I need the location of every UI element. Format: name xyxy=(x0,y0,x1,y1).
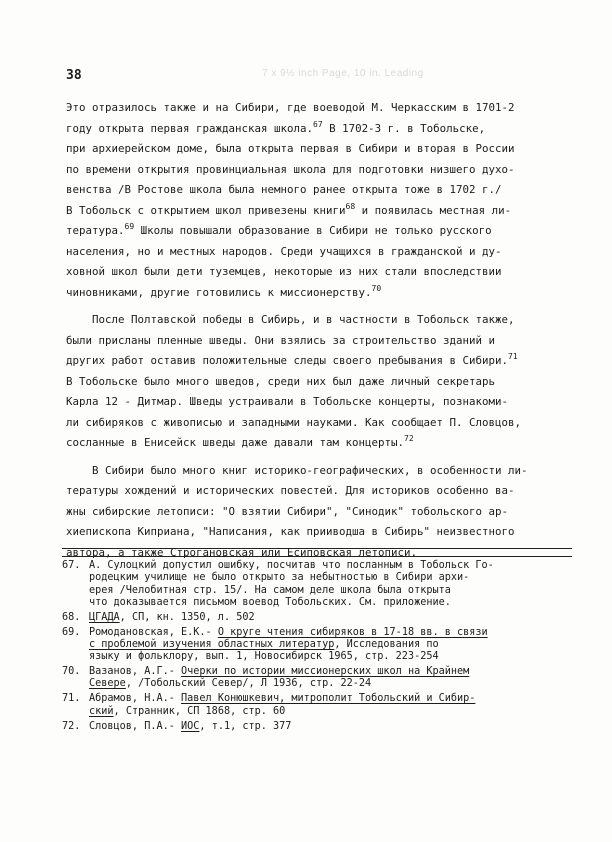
text-line xyxy=(66,139,546,160)
text-segment: В Тобольск с открытием школ привезены книги xyxy=(66,203,346,217)
text-segment: ли сибиряков с живописью и западными науками. Как сообщает П. Словцов, xyxy=(66,415,522,429)
footnote xyxy=(62,560,582,609)
text-segment: В Тобольске было много шведов, среди них был даже личный секретарь xyxy=(66,374,496,388)
footnote xyxy=(62,612,582,624)
footnote-line xyxy=(89,560,582,572)
footnote-text xyxy=(89,721,582,733)
text-line xyxy=(66,310,546,331)
underlined-title: ИОС xyxy=(181,720,200,732)
text-line xyxy=(66,221,546,242)
footnote-line xyxy=(89,706,582,718)
footnote-line xyxy=(89,693,582,705)
footnote-marker: 69 xyxy=(124,222,135,231)
footnote xyxy=(62,721,582,733)
text-segment: автора, а также Строгановская или Есиповская летописи. xyxy=(66,545,418,559)
text-line xyxy=(66,433,546,454)
footnote-segment: , /Тобольский Север/, Л 1936, стр. 22-24 xyxy=(125,678,372,690)
text-line xyxy=(66,481,546,502)
text-line xyxy=(66,283,546,304)
text-line xyxy=(66,180,546,201)
footnote-segment: , Исследования по xyxy=(334,638,439,650)
footnote-text xyxy=(89,612,582,624)
text-segment: тературы хождений и исторических повестей. Для историков особенно ва- xyxy=(66,484,515,497)
footnote-line xyxy=(89,597,582,609)
text-line xyxy=(66,98,546,119)
text-line xyxy=(66,522,546,543)
text-line xyxy=(66,413,546,434)
page-number: 38 xyxy=(66,68,82,83)
page-watermark: 7 x 9½ inch Page, 10 in. Leading xyxy=(262,68,424,79)
footnote-divider-top xyxy=(62,548,572,549)
footnote-line xyxy=(89,678,582,690)
main-text xyxy=(66,98,546,563)
footnote-line xyxy=(89,572,582,584)
footnote-number: 70. xyxy=(62,666,81,678)
footnote-text xyxy=(89,666,582,691)
underlined-title: Павел Конюшкевич, митрополит Тобольский и Сибир- xyxy=(181,693,476,705)
footnote-divider-bottom xyxy=(62,556,572,557)
underlined-title: ский xyxy=(89,705,114,717)
text-segment: жны сибирские летописи: "О взятии Сибири", "Синодик" тобольского ар- xyxy=(66,504,509,518)
text-segment: В 1702-3 г. в Тобольске, xyxy=(322,121,486,135)
text-line xyxy=(66,331,546,352)
footnote-number: 67. xyxy=(62,560,81,571)
text-segment: После Полтавской победы в Сибирь, и в частности в Тобольск также, xyxy=(66,313,515,326)
text-line xyxy=(66,201,546,222)
footnote-line xyxy=(89,627,582,639)
footnote-segment: родецким училище не было открыто за небытностью в Сибири архи- xyxy=(89,572,470,584)
footnote-segment: языку и фольклору, вып. 1, Новосибирск 1965, стр. 223-254 xyxy=(89,651,439,663)
text-segment: чиновниками, другие готовились к миссионерству. xyxy=(66,285,372,299)
footnote-number: 71. xyxy=(62,693,81,705)
underlined-title: с проблемой изучения областных литератур xyxy=(89,638,335,650)
text-line xyxy=(66,262,546,283)
text-segment: при архиерейском доме, была открыта первая в Сибири и вторая в России xyxy=(66,142,515,155)
footnote-segment: , Странник, СП 1868, стр. 60 xyxy=(113,705,286,717)
text-segment: ховной школ были дети туземцев, некоторые из них стали впоследствии xyxy=(66,265,502,278)
underlined-title: Очерки по истории миссионерских школ на Крайнем xyxy=(181,666,470,678)
footnote-segment: что доказывается письмом воевод Тобольских. См. приложение. xyxy=(89,596,451,608)
footnote-segment: , СП, кн. 1350, л. 502 xyxy=(119,611,255,623)
footnote-number: 68. xyxy=(62,611,81,623)
footnote-segment: А. Сулоцкий допустил ошибку, посчитав что посланным в Тобольск Го- xyxy=(89,560,494,571)
text-line xyxy=(66,502,546,523)
text-line xyxy=(66,351,546,372)
footnote-segment: ерея /Челобитная стр. 15/. На самом деле школа была открыта xyxy=(89,584,451,596)
footnote-line xyxy=(89,651,582,663)
footnote-segment: Вазанов, А.Г.- xyxy=(89,666,182,678)
text-segment: и появилась местная ли- xyxy=(355,203,512,217)
footnote-segment: Ромодановская, Е.К.- xyxy=(89,626,218,638)
underlined-title: Севере xyxy=(89,678,126,690)
text-segment: венства /В Ростове школа была немного ранее открыта тоже в 1702 г./ xyxy=(66,183,502,196)
text-segment: населения, но и местных народов. Среди учащихся в гражданской и ду- xyxy=(66,244,502,258)
footnotes xyxy=(62,560,582,735)
text-segment: Школы повышали образование в Сибири не только русского xyxy=(134,224,492,237)
text-line xyxy=(66,160,546,181)
text-segment: сосланные в Енисейск шведы даже давали там концерты. xyxy=(66,436,405,449)
footnote-line xyxy=(89,666,582,678)
underlined-title: О круге чтения сибиряков в 17-18 вв. в связи xyxy=(217,626,488,638)
footnote xyxy=(62,666,582,691)
text-segment: тература. xyxy=(66,224,125,237)
footnote xyxy=(62,693,582,718)
footnote-number: 69. xyxy=(62,626,81,638)
text-segment: по времени открытия провинциальная школа для подготовки низшего духо- xyxy=(66,162,515,176)
text-line xyxy=(66,392,546,413)
footnote-segment: , т.1, стр. 377 xyxy=(199,720,292,732)
footnote-line xyxy=(89,612,582,624)
text-segment: хиепископа Киприана, "Написания, как прииводша в Сибирь" неизвестного xyxy=(66,525,515,538)
footnote-text xyxy=(89,560,582,609)
footnote-marker: 72 xyxy=(404,434,414,443)
footnote-line xyxy=(89,639,582,651)
text-segment: году открыта первая гражданская школа. xyxy=(66,121,314,135)
text-line xyxy=(66,242,546,263)
footnote-marker: 71 xyxy=(508,352,518,361)
footnote-text xyxy=(89,693,582,718)
footnote-number: 72. xyxy=(62,720,81,732)
text-line xyxy=(66,372,546,393)
footnote xyxy=(62,627,582,664)
text-segment: были присланы пленные шведы. Они взялись за строительство зданий и xyxy=(66,333,496,347)
footnote-line xyxy=(89,585,582,597)
footnote-marker: 70 xyxy=(371,283,382,293)
footnote-segment: Абрамов, Н.А.- xyxy=(89,693,182,705)
footnote-segment: Словцов, П.А.- xyxy=(89,720,182,732)
underlined-title: ЦГАДА xyxy=(89,611,120,623)
text-segment: других работ оставив положительные следы своего пребывания в Сибири. xyxy=(66,354,509,367)
footnote-line xyxy=(89,721,582,733)
footnote-text xyxy=(89,627,582,664)
text-segment: В Сибири было много книг историко-географических, в особенности ли- xyxy=(66,463,528,477)
paragraph-gap xyxy=(66,454,546,461)
text-segment: Карла 12 - Дитмар. Шведы устраивали в Тобольске концерты, познакоми- xyxy=(66,395,509,408)
paragraph-gap xyxy=(66,303,546,310)
footnote-marker: 68 xyxy=(345,201,356,211)
text-line xyxy=(66,119,546,140)
text-line xyxy=(66,461,546,482)
text-segment: Это отразилось также и на Сибири, где воеводой М. Черкасским в 1701-2 xyxy=(66,101,515,114)
footnote-marker: 67 xyxy=(313,119,323,129)
